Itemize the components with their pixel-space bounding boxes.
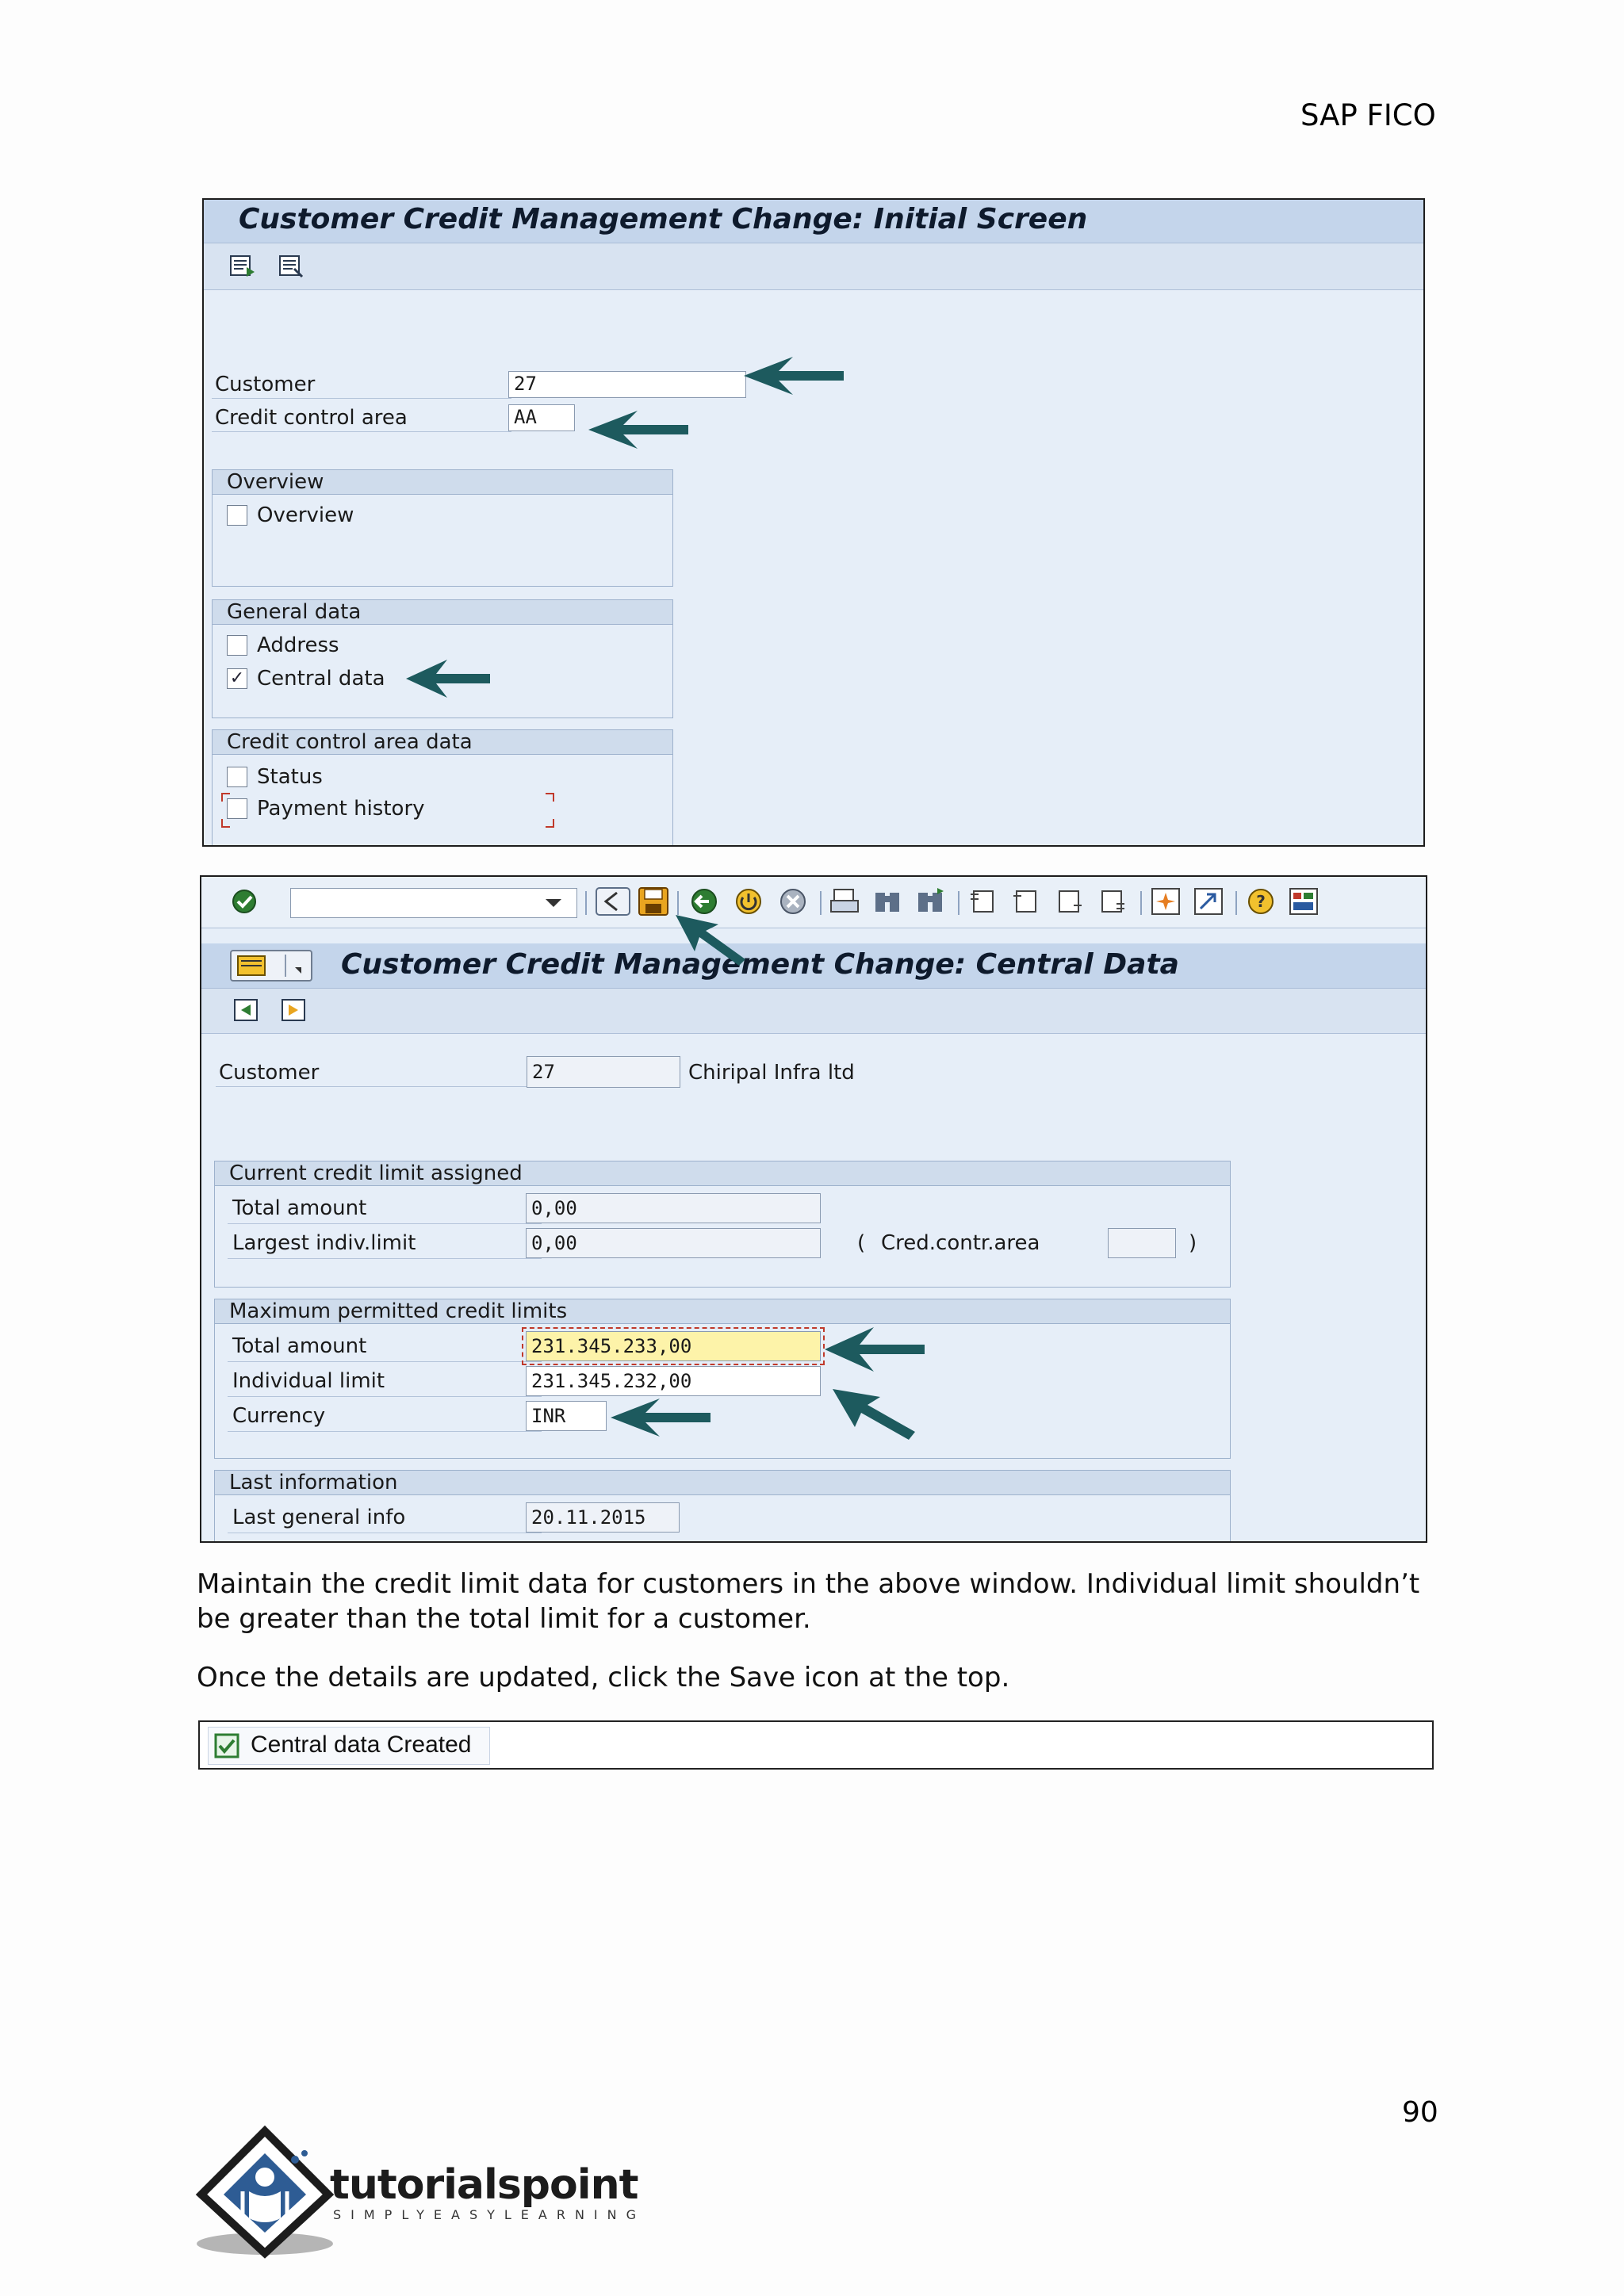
current-total-amount-input[interactable]: 0,00 xyxy=(526,1193,821,1223)
address-option-label: Address xyxy=(257,633,339,657)
last-information-group xyxy=(214,1470,1231,1543)
paragraph-1-line-1: Maintain the credit limit data for customers in the above window. Individual limit shouldn’t xyxy=(197,1568,1420,1600)
credit-control-area-label: Credit control area xyxy=(215,406,408,430)
find-next-icon[interactable] xyxy=(915,886,947,916)
window-title-bar xyxy=(204,200,1423,243)
customer-underline xyxy=(212,398,511,399)
credit-area-data-group-title: Credit control area data xyxy=(227,730,473,754)
execute-list-icon[interactable] xyxy=(229,254,256,278)
max-total-amount-label: Total amount xyxy=(232,1334,367,1358)
next-page-icon[interactable] xyxy=(1053,886,1085,916)
window-title: Customer Credit Management Change: Central Data xyxy=(341,948,1179,981)
cred-contr-area-label: Cred.contr.area xyxy=(881,1231,1040,1255)
last-information-title: Last information xyxy=(229,1471,398,1494)
current-total-underline xyxy=(228,1223,542,1224)
focus-frame-icon xyxy=(220,792,555,828)
enter-check-icon[interactable] xyxy=(230,888,260,915)
last-information-header xyxy=(215,1471,1230,1495)
max-total-underline xyxy=(228,1361,542,1362)
previous-screen-icon[interactable] xyxy=(233,998,260,1024)
toolbar-separator xyxy=(1140,891,1142,915)
help-icon[interactable] xyxy=(1245,886,1277,916)
last-general-info-label: Last general info xyxy=(232,1506,406,1529)
cred-area-close-paren: ) xyxy=(1189,1231,1197,1255)
overview-group xyxy=(212,469,673,587)
find-icon[interactable] xyxy=(872,886,904,916)
largest-indiv-limit-input[interactable]: 0,00 xyxy=(526,1228,821,1258)
maximum-credit-limits-title: Maximum permitted credit limits xyxy=(229,1299,568,1323)
max-total-amount-input[interactable]: 231.345.233,00 xyxy=(526,1331,821,1361)
credit-area-underline xyxy=(212,431,511,432)
logo-text: tutorialspoint xyxy=(330,2161,638,2209)
cancel-icon[interactable] xyxy=(777,886,809,916)
current-credit-limit-title: Current credit limit assigned xyxy=(229,1161,523,1185)
general-data-group-header xyxy=(213,600,672,625)
central-data-window xyxy=(200,875,1427,1543)
customer-underline xyxy=(216,1086,541,1087)
new-session-icon[interactable] xyxy=(1150,886,1182,916)
status-message: Central data Created xyxy=(251,1732,472,1758)
print-icon[interactable] xyxy=(829,886,861,916)
previous-page-icon[interactable] xyxy=(1010,886,1042,916)
application-toolbar xyxy=(204,243,1423,290)
toolbar-separator xyxy=(1235,891,1237,915)
logo-wordmark xyxy=(330,2161,638,2209)
customer-name: Chiripal Infra ltd xyxy=(688,1061,855,1085)
window-title-bar xyxy=(201,943,1426,989)
individual-limit-label: Individual limit xyxy=(232,1369,385,1393)
page-number: 90 xyxy=(1402,2096,1438,2129)
largest-indiv-underline xyxy=(228,1258,542,1259)
paragraph-1-line-2: be greater than the total limit for a customer. xyxy=(197,1603,811,1635)
largest-indiv-limit-label: Largest indiv.limit xyxy=(232,1231,416,1255)
credit-control-area-input[interactable]: AA xyxy=(508,404,575,431)
last-general-info-input[interactable]: 20.11.2015 xyxy=(526,1502,680,1533)
current-credit-limit-group xyxy=(214,1161,1231,1288)
command-field[interactable] xyxy=(290,888,577,918)
maximum-credit-limits-group xyxy=(214,1299,1231,1459)
application-toolbar xyxy=(201,989,1426,1034)
tutorialspoint-logo-icon xyxy=(193,2125,336,2260)
toolbar-separator xyxy=(820,891,822,915)
current-credit-limit-header xyxy=(215,1161,1230,1186)
menu-dropdown-icon[interactable] xyxy=(230,950,312,982)
overview-checkbox[interactable] xyxy=(227,505,247,526)
initial-screen-window xyxy=(202,198,1425,847)
window-title: Customer Credit Management Change: Initial Screen xyxy=(239,203,1088,235)
display-list-icon[interactable] xyxy=(278,254,305,278)
address-checkbox[interactable] xyxy=(227,635,247,656)
first-page-icon[interactable] xyxy=(967,886,999,916)
general-data-group-title: General data xyxy=(227,600,362,624)
back-arrow-icon[interactable] xyxy=(595,886,631,916)
customer-label: Customer xyxy=(215,373,316,396)
current-total-amount-label: Total amount xyxy=(232,1196,367,1220)
header-label: SAP FICO xyxy=(1300,98,1436,132)
payment-history-option-label: Payment history xyxy=(257,797,425,821)
arrow-central-data-icon xyxy=(406,656,495,701)
customize-layout-icon[interactable] xyxy=(1288,886,1320,916)
toolbar-separator xyxy=(958,891,959,915)
save-icon[interactable] xyxy=(638,886,669,916)
credit-area-data-group-header xyxy=(213,730,672,755)
currency-label: Currency xyxy=(232,1404,326,1428)
currency-input[interactable]: INR xyxy=(526,1401,607,1431)
paragraph-2: Once the details are updated, click the Save icon at the top. xyxy=(197,1662,1010,1693)
cred-contr-area-input[interactable] xyxy=(1108,1228,1176,1258)
customer-input[interactable]: 27 xyxy=(508,371,746,398)
individual-limit-underline xyxy=(228,1396,542,1397)
credit-area-data-group xyxy=(212,729,673,847)
central-data-option-label: Central data xyxy=(257,667,385,691)
overview-option-label: Overview xyxy=(257,503,354,527)
status-option-label: Status xyxy=(257,765,323,789)
last-page-icon[interactable] xyxy=(1096,886,1128,916)
toolbar-separator xyxy=(585,891,587,915)
chevron-down-icon[interactable] xyxy=(544,897,563,909)
arrow-credit-area-icon xyxy=(588,408,693,452)
arrow-total-amount-icon xyxy=(825,1324,929,1375)
arrow-save-icon xyxy=(672,912,749,969)
arrow-customer-icon xyxy=(744,354,848,398)
cred-area-open-paren: ( xyxy=(857,1231,866,1255)
customer-input[interactable]: 27 xyxy=(527,1056,680,1088)
maximum-credit-limits-header xyxy=(215,1299,1230,1324)
overview-group-header xyxy=(213,470,672,495)
individual-limit-input[interactable]: 231.345.232,00 xyxy=(526,1366,821,1396)
customer-label: Customer xyxy=(219,1061,320,1085)
svg-text:?: ? xyxy=(1256,892,1266,911)
arrow-currency-icon xyxy=(611,1395,715,1440)
arrow-individual-limit-icon xyxy=(831,1386,918,1443)
central-data-checkbox[interactable]: ✓ xyxy=(227,668,247,689)
overview-group-title: Overview xyxy=(227,470,324,494)
logo-tagline: SIMPLYEASYLEARNING xyxy=(333,2207,646,2222)
status-checkbox[interactable] xyxy=(227,767,247,787)
status-bar xyxy=(198,1720,1434,1770)
shortcut-icon[interactable] xyxy=(1193,886,1224,916)
success-check-icon xyxy=(214,1733,239,1758)
system-toolbar xyxy=(201,877,1426,928)
currency-underline xyxy=(228,1431,542,1432)
next-screen-icon[interactable] xyxy=(281,998,308,1024)
